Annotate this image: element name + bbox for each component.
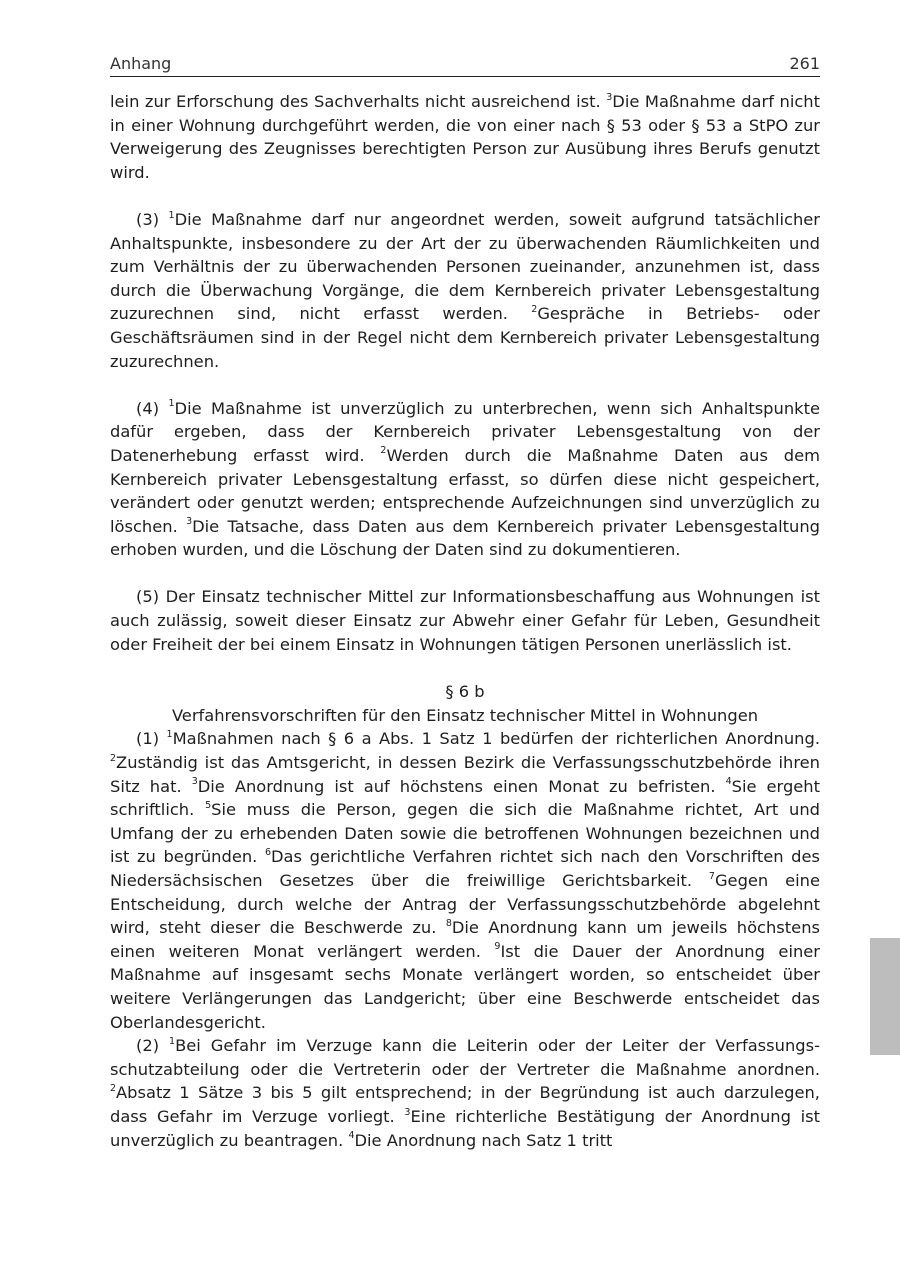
paragraph-text: (5) Der Einsatz technischer Mittel zur Informationsbeschaffung aus Wohnungen ist auch zulässig, soweit dieser Einsatz zur Abwehr einer Gefahr für Leben, Gesundheit oder Freiheit der bei einem Einsatz in Wohnungen tätigen Personen unerlässlich ist. (110, 587, 820, 654)
paragraph-text: (2) (136, 1036, 170, 1056)
paragraph-text: Die Maßnahme ist unverzüglich zu unterbrechen, wenn sich Anhaltspunkte dafür ergeben, dass der Kernbereich privater Lebensgestaltung von der Datenerhebung erfasst wird. (110, 398, 820, 465)
sentence-number: 5 (205, 799, 212, 811)
sentence-number: 9 (494, 941, 501, 953)
paragraph-text: Die Maßnahme darf nicht in einer Wohnung durchgeführt werden, die von einer nach § 53 oder § 53 a StPO zur Verweigerung des Zeugnisses berechtigten Person zur Ausübung ihres Berufs genutzt wird. (110, 92, 821, 182)
page-number: 261 (789, 54, 820, 73)
sentence-number: 7 (708, 870, 715, 882)
paragraph-text: Die Anordnung nach Satz 1 tritt (354, 1130, 613, 1150)
paragraph-text: Die Anordnung kann um jeweils höchstens einen weiteren Monat verlängert werden. (110, 918, 820, 961)
paragraph-text: Die Tatsache, dass Daten aus dem Kernbereich privater Lebensgestaltung erhoben wurden, und die Löschung der Daten sind zu dokumentieren. (110, 516, 821, 560)
sentence-number: 4 (725, 776, 732, 788)
sentence-number: 4 (348, 1130, 355, 1142)
section-paragraph-2 (110, 1034, 820, 1152)
sentence-number: 2 (380, 445, 387, 457)
paragraph-3 (110, 208, 820, 373)
paragraph-text: Bei Gefahr im Verzuge kann die Leiterin oder der Leiter der Verfassungsschutzabteilung oder die Vertreterin oder der Vertreter die Maßnahme anordnen. (110, 1036, 820, 1079)
thumb-index-tab (870, 938, 900, 1055)
paragraph-text: Zuständig ist das Amtsgericht, in dessen Bezirk die Verfassungsschutzbehörde ihren Sitz hat. (110, 753, 820, 796)
paragraph-text: (3) (136, 209, 169, 229)
paragraph-text: Eine richterliche Bestätigung der Anordnung ist unverzüglich zu beantragen. (110, 1106, 820, 1150)
sentence-number: 3 (404, 1106, 411, 1118)
sentence-number: 3 (191, 776, 198, 788)
paragraph-text: Maßnahmen nach § 6 a Abs. 1 Satz 1 bedürfen der richterlichen Anordnung. (172, 729, 820, 749)
paragraph-text: Ist die Dauer der Anordnung einer Maßnahme auf insgesamt sechs Monate verlängert worden, so entscheidet über weitere Verlängerungen das Landgericht; über eine Beschwerde entscheidet das Oberlandesgericht. (110, 941, 821, 1032)
section-number: § 6 b (445, 682, 485, 702)
paragraph-text: Gespräche in Betriebs- oder Geschäftsräumen sind in der Regel nicht dem Kernbereich privater Lebensgestaltung zuzurechnen. (110, 304, 821, 371)
paragraph-text: Gegen eine Entscheidung, durch welche der Antrag der Verfassungsschutzbehörde abgelehnt wird, steht dieser die Beschwerde zu. (110, 871, 820, 938)
paragraph-4 (110, 397, 820, 562)
sentence-number: 2 (110, 752, 117, 764)
sentence-number: 6 (264, 846, 271, 858)
paragraph-text: (4) (136, 398, 169, 418)
paragraph-text: Absatz 1 Sätze 3 bis 5 gilt entsprechend; in der Begründung ist auch darzulegen, dass Gefahr im Verzuge vorliegt. (110, 1083, 820, 1126)
running-header (110, 52, 820, 77)
paragraph-text: Die Maßnahme darf nur angeordnet werden, soweit aufgrund tatsächlicher Anhaltspunkte, insbesondere zu der Art der zu überwachenden Räumlichkeiten und zum Verhältnis der zu überwachenden Personen zueinander, anzunehmen ist, dass durch die Überwachung Vorgänge, die dem Kernbereich privater Lebensgestaltung zuzurechnen sind, nicht erfasst werden. (110, 209, 820, 324)
sentence-number: 2 (110, 1082, 117, 1094)
sentence-number: 1 (168, 398, 175, 410)
sentence-number: 2 (531, 303, 538, 315)
paragraph-text: lein zur Erforschung des Sachverhalts nicht ausreichend ist. (110, 92, 607, 111)
sentence-number: 1 (168, 209, 175, 221)
paragraph-text: Die Anordnung ist auf höchstens einen Monat zu befristen. (197, 776, 726, 796)
running-title: Anhang (110, 54, 172, 73)
section-paragraph-1 (110, 727, 820, 1034)
paragraph-5 (110, 585, 820, 656)
sentence-number: 8 (445, 917, 452, 929)
paragraph-text: (1) (136, 729, 167, 749)
paragraph-text: Sie ergeht schriftlich. (110, 776, 821, 820)
page-body (110, 90, 820, 1152)
sentence-number: 3 (186, 516, 193, 528)
paragraph-continuation (110, 90, 820, 184)
section-title: Verfahrensvorschriften für den Einsatz technischer Mittel in Wohnungen (171, 705, 759, 725)
sentence-number: 1 (169, 1035, 176, 1047)
paragraph-text: Sie muss die Person, gegen die sich die Maßnahme richtet, Art und Umfang der zu erhebenden Daten sowie die betroffenen Wohnungen bezeichnen und ist zu begründen. (110, 800, 820, 867)
paragraph-text: Werden durch die Maßnahme Daten aus dem Kernbereich privater Lebensgestaltung erfasst, so dürfen diese nicht gespeichert, verändert oder genutzt werden; entsprechende Aufzeichnungen sind unverzüglich zu löschen. (110, 445, 821, 536)
paragraph-text: Das gerichtliche Verfahren richtet sich nach den Vorschriften des Niedersächsischen Gesetzes über die freiwillige Gerichtsbarkeit. (110, 847, 820, 890)
sentence-number: 3 (606, 91, 613, 103)
sentence-number: 1 (166, 729, 173, 741)
